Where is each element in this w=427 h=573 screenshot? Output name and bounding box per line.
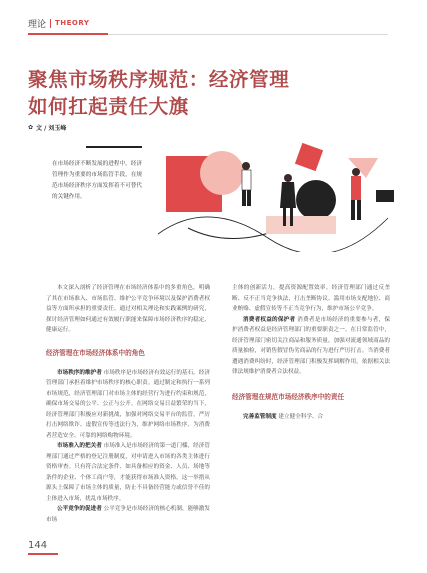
folder-icon xyxy=(376,190,394,202)
article-body-right xyxy=(232,283,390,422)
text-regulation: 建立健全科学、合 xyxy=(278,413,324,420)
page-header xyxy=(28,14,89,32)
lead-fair-competition: 公平竞争的促进者 xyxy=(57,506,102,512)
article-body-left xyxy=(46,283,210,525)
person-right-icon xyxy=(351,168,361,220)
dark-circle-shape xyxy=(296,180,336,220)
title-line-2: 如何扛起责任大旗 xyxy=(28,95,189,118)
page-number: 144 xyxy=(28,540,48,551)
pink-triangle-shape xyxy=(348,158,378,178)
lead-regulation: 完善监管制度 xyxy=(243,413,277,420)
title-line-1: 聚焦市场秩序规范：经济管理 xyxy=(28,68,290,91)
lead-market-order: 市场秩序的维护者 xyxy=(57,369,102,376)
author: 文 / 刘玉峰 xyxy=(36,125,67,132)
summary-box xyxy=(24,146,142,203)
paragraph-regulation xyxy=(232,412,390,423)
paragraph-continuation: 主体的创新活力，提高资源配置效率。经济管理部门通过反垄断、反不正当竞争执法，打击垄断协议、滥用市场支配地位、商业贿赂、虚假宣传等不正当竞争行为，维护市场公平竞争。 xyxy=(232,285,390,312)
lead-market-access: 市场准入的把关者 xyxy=(57,443,102,449)
section-label: 理论 xyxy=(28,19,47,30)
pink-circle-shape xyxy=(200,151,244,195)
header-divider xyxy=(50,19,51,28)
byline xyxy=(28,123,66,132)
text-fair-competition: 公平竞争是市场经济的核心机制，能够激发市场 xyxy=(46,506,210,523)
article-title xyxy=(28,66,358,120)
section-heading-1: 经济管理在市场经济体系中的角色 xyxy=(46,348,145,357)
paragraph-market-order xyxy=(46,368,210,442)
lead-consumer-rights: 消费者权益的保护者 xyxy=(243,316,296,323)
header-rule xyxy=(108,34,388,35)
gear-icon: ✿ xyxy=(28,124,34,131)
header-rule-accent xyxy=(28,33,108,35)
business-illustration xyxy=(148,138,400,252)
text-consumer-rights: 消费者是市场经济的重要参与者，保护消费者权益是经济管理部门的重要职责之一。在日常监管中，经济管理部门密切关注商品和服务质量，加强对流通领域商品的质量抽检，对销售假冒伪劣商品的行为进行严厉打击。当消费者遭遇消费纠纷时，经济管理部门积极发挥调解作用，依据相关法律法规维护消费者合法权益。 xyxy=(232,316,390,375)
subsection-label: THEORY xyxy=(55,19,90,27)
paragraph-market-access xyxy=(46,441,210,504)
person-left-icon xyxy=(242,162,251,206)
paragraph-fair-competition xyxy=(46,504,210,525)
summary-rule xyxy=(86,146,142,148)
intro-paragraph: 本文深入剖析了经济管理在市场经济体系中的多重角色，明确了其在市场准入、市场监管、维护公平竞争环境以及保护消费者权益等方面所承担的重要责任。通过对相关理论和实践案例的研究，探讨经济管理如何通过有效履行职能来保障市场经济秩序的稳定、健康运行。 xyxy=(46,285,210,333)
block-shape xyxy=(266,216,336,234)
summary-text: 在市场经济不断发展的进程中，经济管理作为重要的市场监管手段，在规范市场经济秩序方面发挥着不可替代的关键作用。 xyxy=(52,161,142,200)
text-market-order: 市场秩序是市场经济有效运行的基石，经济管理部门承担着维护市场秩序的核心职责。通过制定和执行一系列市场规范，经济管理部门对市场主体的经营行为进行约束和规范，确保市场交易的公平、公正与公开。在网络交易日益繁荣的当下，经济管理部门积极应对新挑战，加强对网络交易平台的监管，严厉打击网络欺诈、虚假宣传等违法行为，维护网络市场秩序，为消费者营造安全、可靠的网络购物环境。 xyxy=(46,369,210,439)
footer-rule xyxy=(28,553,58,555)
text-market-access: 市场准入是市场经济的第一道门槛，经济管理部门通过严格的登记注册制度，对申请进入市场的各类主体进行资格审查。只有符合法定条件、如具备相应的资金、人员、场地等条件的企业、个体工商户等，才能获得市场准入资格。这一举措从源头上保障了市场主体的质量，防止不具备经营能力或信誉不佳的主体进入市场，扰乱市场秩序。 xyxy=(46,443,210,502)
curve-line xyxy=(188,228,278,239)
paragraph-consumer-rights xyxy=(232,315,390,378)
red-diamond-shape xyxy=(295,143,323,171)
section-heading-2: 经济管理在规范市场经济秩序中的责任 xyxy=(232,392,345,401)
